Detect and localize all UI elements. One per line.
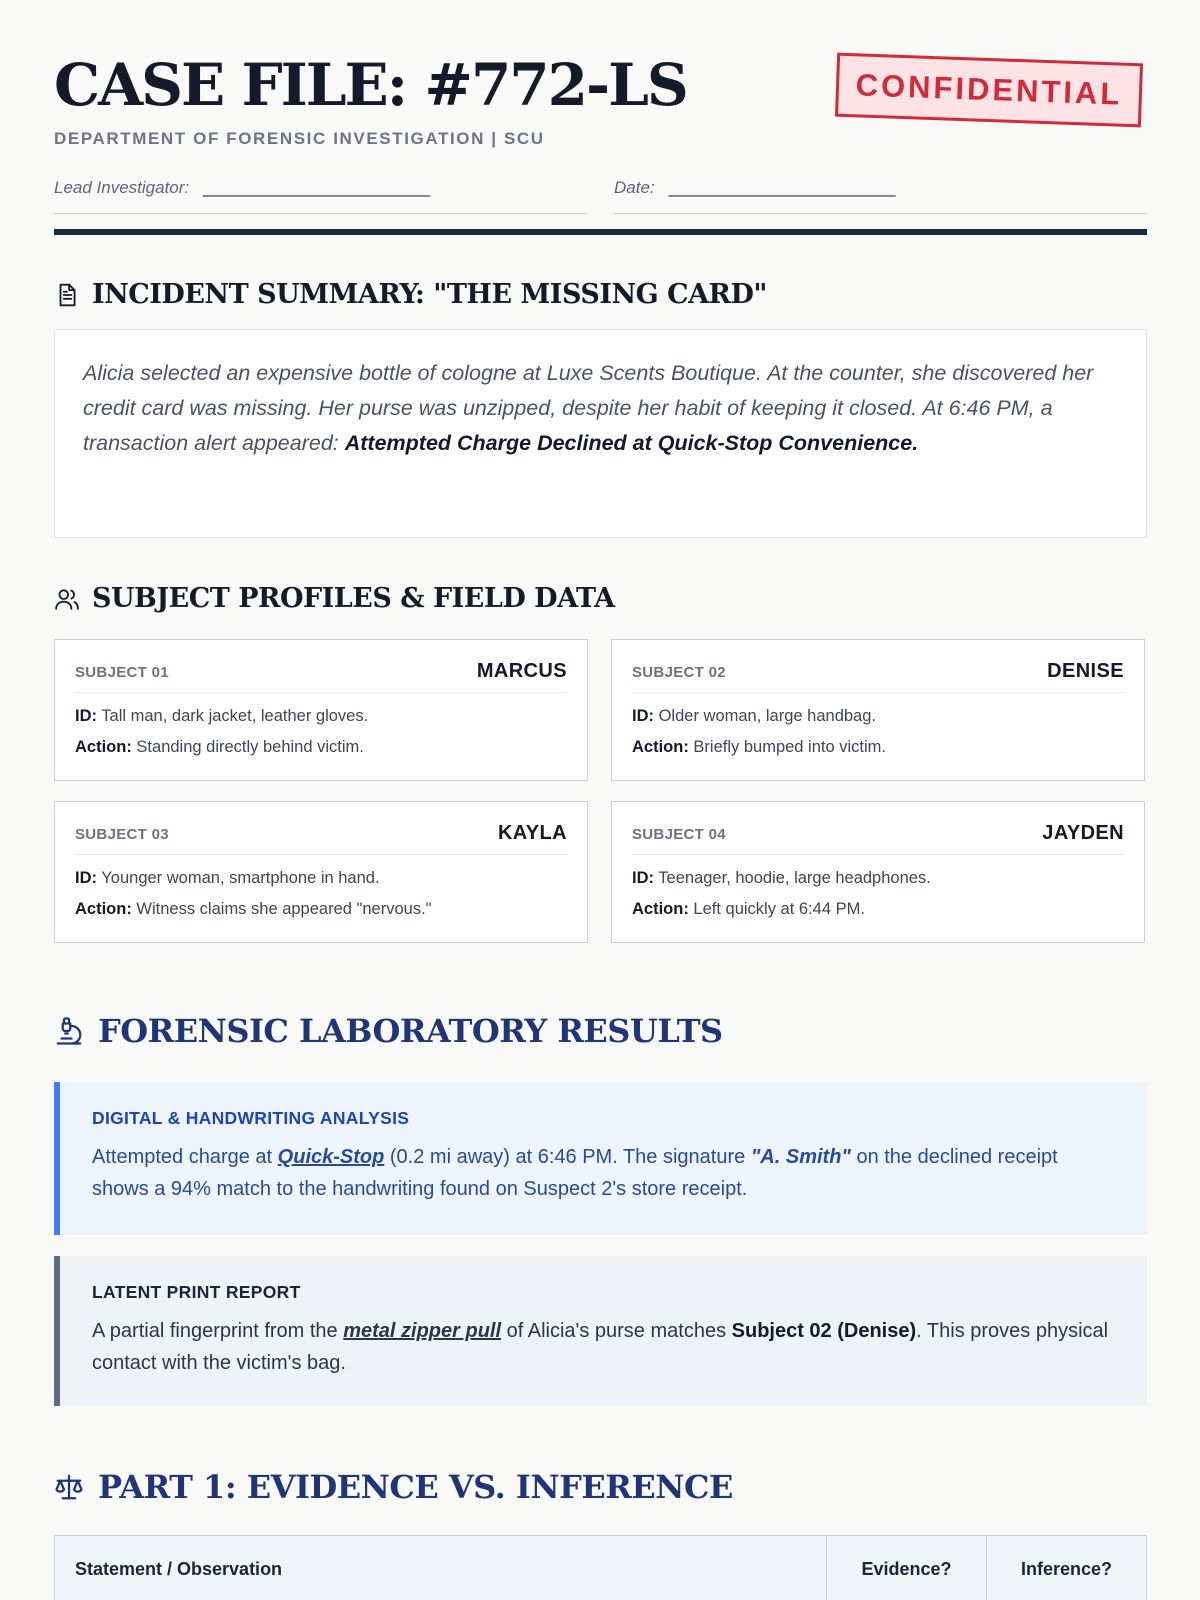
subject-id: SUBJECT 01 [75, 664, 169, 681]
incident-summary-box [54, 329, 1147, 538]
signature-text: "A. Smith" [750, 1146, 851, 1168]
subject-card-04 [611, 801, 1145, 943]
header-fields [54, 178, 1147, 216]
id-label: ID: [75, 707, 97, 725]
id-label: ID: [75, 869, 97, 887]
date-field[interactable] [614, 178, 1147, 214]
column-statement: Statement / Observation [55, 1536, 827, 1600]
subject-action: Briefly bumped into victim. [693, 738, 886, 756]
action-label: Action: [75, 738, 132, 756]
action-label: Action: [632, 900, 689, 918]
case-title: CASE FILE: #772-LS [54, 51, 687, 119]
lead-investigator-blank: ________________________ [203, 178, 431, 197]
scale-icon [54, 1472, 84, 1502]
subjects-heading: SUBJECT PROFILES & FIELD DATA [92, 583, 615, 614]
incident-alert-text: Attempted Charge Declined at Quick-Stop Convenience. [344, 431, 919, 455]
users-icon [54, 586, 80, 612]
subject-card-01 [54, 639, 588, 781]
microscope-icon [54, 1016, 84, 1046]
subject-id: SUBJECT 02 [632, 664, 726, 681]
digital-text-3: on the declined receipt shows a 94% match to the handwriting found on Suspect 2's store receipt. [92, 1146, 1058, 1200]
subject-name: MARCUS [476, 660, 567, 682]
part1-heading: PART 1: EVIDENCE VS. INFERENCE [98, 1468, 733, 1506]
forensic-heading: FORENSIC LABORATORY RESULTS [98, 1012, 723, 1050]
id-label: ID: [632, 869, 654, 887]
header-divider [54, 229, 1147, 235]
digital-analysis-panel [54, 1082, 1147, 1235]
matched-subject: Subject 02 (Denise) [731, 1320, 917, 1342]
subject-card-03 [54, 801, 588, 943]
subject-card-02 [611, 639, 1145, 781]
digital-text-2: (0.2 mi away) at 6:46 PM. The signature [384, 1146, 751, 1168]
action-label: Action: [75, 900, 132, 918]
subject-name: DENISE [1047, 660, 1124, 682]
lead-investigator-label: Lead Investigator: [54, 178, 190, 197]
digital-analysis-body [92, 1141, 1115, 1205]
department-subtitle: DEPARTMENT OF FORENSIC INVESTIGATION | SCU [54, 129, 545, 148]
print-text-2: of Alicia's purse matches [501, 1320, 732, 1342]
date-blank: ________________________ [668, 178, 896, 197]
column-inference: Inference? [1020, 1558, 1113, 1579]
zipper-pull-link[interactable]: metal zipper pull [343, 1320, 502, 1342]
digital-analysis-title: DIGITAL & HANDWRITING ANALYSIS [92, 1108, 410, 1128]
subject-name: KAYLA [497, 822, 567, 844]
subject-action: Left quickly at 6:44 PM. [693, 900, 865, 918]
digital-text-1: Attempted charge at [92, 1146, 278, 1168]
print-text-1: A partial fingerprint from the [92, 1320, 344, 1342]
confidential-stamp: CONFIDENTIAL [835, 53, 1143, 128]
date-label: Date: [614, 178, 655, 197]
latent-print-title: LATENT PRINT REPORT [92, 1282, 301, 1302]
column-evidence: Evidence? [827, 1536, 987, 1600]
print-text-3: . This proves physical contact with the victim's bag. [92, 1320, 1109, 1374]
incident-summary-text: Alicia selected an expensive bottle of cologne at Luxe Scents Boutique. At the counter, she discovered her credit card was missing. Her purse was unzipped, despite her habit of keeping it closed. At 6:46 PM, a transaction alert appeared: [83, 361, 1094, 455]
subject-name: JAYDEN [1042, 822, 1124, 844]
subject-id: SUBJECT 04 [632, 826, 726, 843]
subject-description: Tall man, dark jacket, leather gloves. [101, 707, 369, 725]
id-label: ID: [632, 707, 654, 725]
latent-print-body [92, 1315, 1115, 1379]
incident-heading-row [54, 279, 767, 310]
latent-print-panel [54, 1256, 1147, 1406]
subject-action: Standing directly behind victim. [136, 738, 364, 756]
quick-stop-link[interactable]: Quick-Stop [277, 1146, 385, 1168]
subject-description: Older woman, large handbag. [658, 707, 876, 725]
subject-description: Teenager, hoodie, large headphones. [658, 869, 931, 887]
subject-action: Witness claims she appeared "nervous." [136, 900, 432, 918]
part1-heading-row [54, 1468, 733, 1506]
subjects-heading-row [54, 583, 615, 614]
document-icon [54, 282, 80, 308]
forensic-heading-row [54, 1012, 723, 1050]
subject-id: SUBJECT 03 [75, 826, 169, 843]
subject-description: Younger woman, smartphone in hand. [101, 869, 380, 887]
evidence-table-header [54, 1535, 1147, 1600]
lead-investigator-field[interactable] [54, 178, 587, 214]
action-label: Action: [632, 738, 689, 756]
incident-heading: INCIDENT SUMMARY: "THE MISSING CARD" [92, 279, 767, 310]
